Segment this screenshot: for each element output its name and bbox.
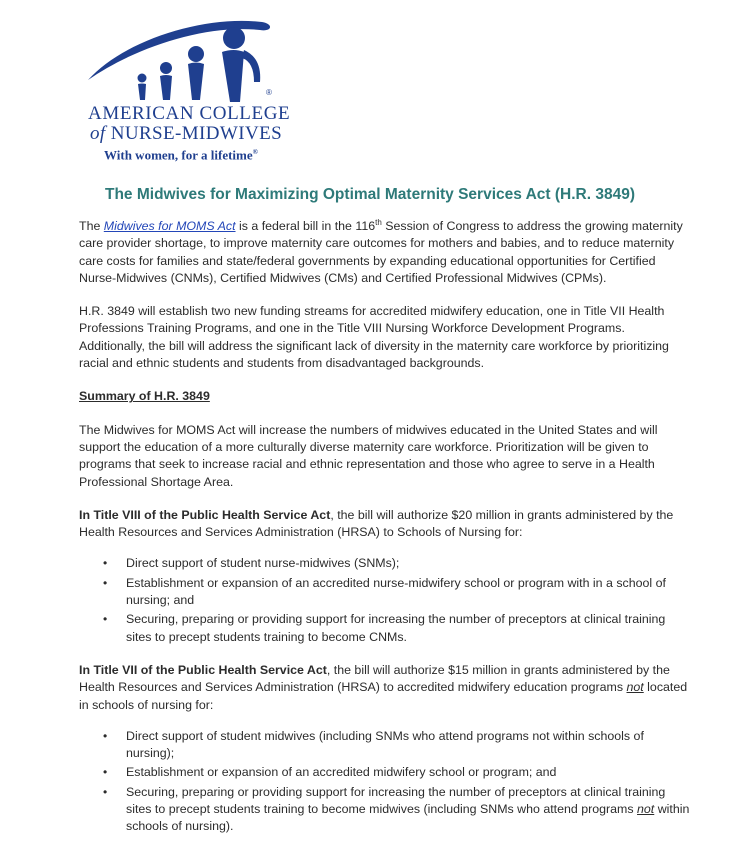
title-viii-list xyxy=(79,555,693,645)
list-item-text: Direct support of student nurse-midwives (SNMs); xyxy=(126,556,400,571)
list-item xyxy=(79,728,693,763)
bullet-icon: • xyxy=(103,556,108,571)
acnm-logo xyxy=(84,10,314,163)
list-item-text-end: within schools of nursing). xyxy=(126,802,690,834)
list-item xyxy=(79,784,693,836)
list-item-text: Establishment or expansion of an accredited midwifery school or program; and xyxy=(126,765,557,780)
list-item xyxy=(79,555,693,572)
intro-paragraph xyxy=(79,218,693,287)
title-vii-text-1: , the bill will authorize $15 million in grants administered by the Health Resources and Services Administration (HRSA) to accredited midwifery education programs xyxy=(79,662,670,695)
list-item-text: Securing, preparing or providing support for increasing the number of preceptors at clinical training sites to precept students training to become midwives (including SNMs who attend programs xyxy=(126,784,666,817)
list-item-text: Establishment or expansion of an accredited nurse-midwifery school or program with in a school of nursing; and xyxy=(126,575,666,608)
moms-act-link[interactable]: Midwives for MOMS Act xyxy=(103,219,236,233)
bullet-icon: • xyxy=(103,612,108,627)
logo-figures-graphic xyxy=(84,10,314,110)
logo-line-2-of: of xyxy=(90,123,106,144)
intro-prefix: The xyxy=(79,219,104,233)
title-viii-text: , the bill will authorize $20 million in grants administered by the Health Resources and Services Administration (HRSA) to Schools of Nursing for: xyxy=(79,507,674,540)
bullet-icon: • xyxy=(103,728,108,743)
funding-paragraph: H.R. 3849 will establish two new funding streams for accredited midwifery education, one in Title VII Health Professions Training Programs, and one in the Title VIII Nursing Workforce Development Programs. Additionally, the bill will address the significant lack of diversity in the maternity care workforce by prioritizing racial and ethnic students and students from disadvantaged backgrounds. xyxy=(79,304,669,371)
document-body xyxy=(79,218,693,852)
logo-line-1: AMERICAN COLLEGE xyxy=(88,103,291,124)
logo-line-2-rest: NURSE-MIDWIVES xyxy=(105,123,283,144)
title-vii-label: In Title VII of the Public Health Service Act xyxy=(79,662,327,677)
title-vii-not-emphasis: not xyxy=(626,680,644,695)
bullet-icon: • xyxy=(103,575,108,590)
logo-tagline-text: With women, for a lifetime xyxy=(104,147,253,163)
logo-registered-mark: ® xyxy=(266,88,272,97)
list-item xyxy=(79,764,693,781)
title-viii-paragraph xyxy=(79,507,693,542)
title-vii-text-2: located in schools of nursing for: xyxy=(79,680,688,712)
logo-line-2 xyxy=(88,124,316,144)
logo-tagline xyxy=(88,144,316,163)
intro-text-2: Session of Congress to address the growing maternity care provider shortage, to improve maternity care outcomes for mothers and babies, and to reduce maternity care costs for families and state/federal governments by expanding educational opportunities for Certified Nurse-Midwives (CNMs), Certified Midwives (CMs) and Certified Professional Midwives (CPMs). xyxy=(79,219,683,285)
title-vii-paragraph xyxy=(79,662,693,714)
list-item-text: Direct support of student midwives (including SNMs who attend programs not within schools of nursing); xyxy=(126,728,644,761)
logo-wordmark xyxy=(88,104,316,163)
title-vii-list xyxy=(79,728,693,836)
list-item xyxy=(79,575,693,610)
title-viii-label: In Title VIII of the Public Health Service Act xyxy=(79,507,331,522)
document-title: The Midwives for Maximizing Optimal Maternity Services Act (H.R. 3849) xyxy=(104,186,635,203)
summary-heading: Summary of H.R. 3849 xyxy=(79,389,210,404)
logo-tagline-registered-mark: ® xyxy=(252,148,258,156)
list-item-not-emphasis: not xyxy=(637,802,655,817)
bullet-icon: • xyxy=(103,784,108,799)
summary-paragraph: The Midwives for MOMS Act will increase the numbers of midwives educated in the United States and will support the education of a more culturally diverse maternity care workforce. Prioritization will be given to programs that seek to increase racial and ethnic representation and those who agree to serve in a Health Professional Shortage Area. xyxy=(79,422,658,489)
list-item-text: Securing, preparing or providing support for increasing the number of preceptors at clinical training sites to precept students training to become CNMs. xyxy=(126,612,666,644)
list-item xyxy=(79,611,693,646)
intro-text-1: is a federal bill in the 116 xyxy=(235,219,376,233)
bullet-icon: • xyxy=(103,765,108,780)
intro-superscript: th xyxy=(375,217,382,227)
